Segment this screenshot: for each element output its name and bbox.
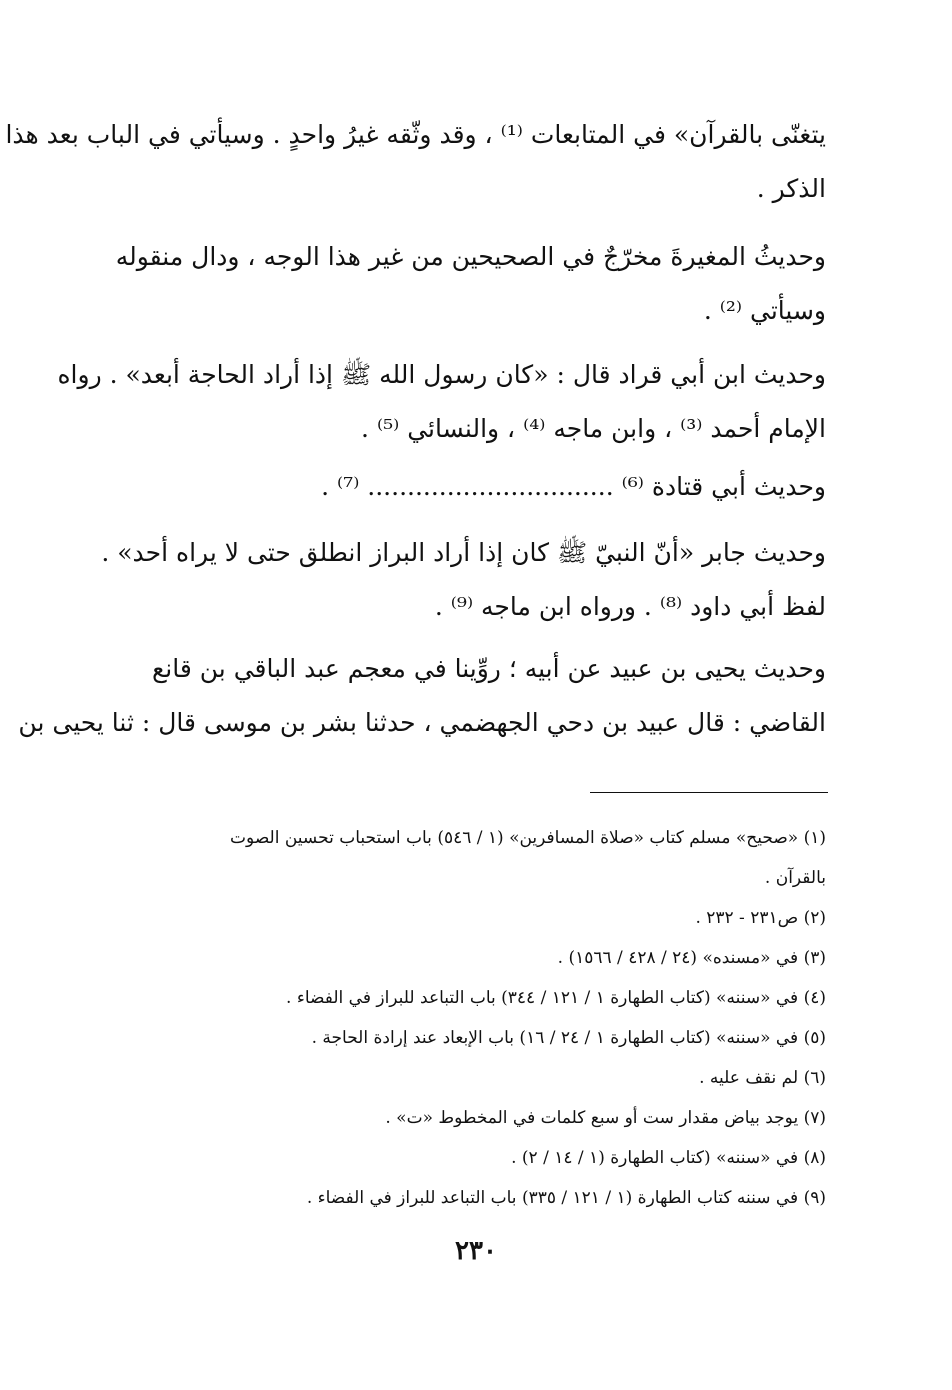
paragraph-1	[5, 108, 826, 216]
text-line: وحديث جابر «أنّ النبيّ ﷺ كان إذا أراد البراز انطلق حتى لا يراه أحد» .	[101, 538, 826, 567]
text-line: القاضي : قال عبيد بن دحي الجهضمي ، حدثنا بشر بن موسى قال : ثنا يحيى بن	[18, 708, 826, 737]
paragraph-4	[108, 460, 826, 514]
footnote-line: (٢) ص٢٣١ - ٢٣٢ .	[695, 908, 826, 928]
footnote-line: (٦) لم نقف عليه .	[699, 1068, 826, 1088]
text-line: وحديث أبي قتادة ⁽⁶⁾ ............................... ⁽⁷⁾ .	[321, 472, 826, 501]
text-line: لفظ أبي داود ⁽⁸⁾ . ورواه ابن ماجه ⁽⁹⁾ .	[434, 592, 826, 621]
text-line: الإمام أحمد ⁽³⁾ ، وابن ماجه ⁽⁴⁾ ، والنسائي ⁽⁵⁾ .	[361, 414, 826, 443]
paragraph-5	[101, 526, 826, 634]
text-line: يتغنّى بالقرآن» في المتابعات ⁽¹⁾ ، وقد وثّقه غيرُ واحدٍ . وسيأتي في الباب بعد هذا	[5, 120, 826, 149]
text-line: وحديث يحيى بن عبيد عن أبيه ؛ روِّينا في معجم عبد الباقي بن قانع	[152, 654, 826, 683]
paragraph-2	[108, 230, 826, 338]
paragraph-3	[57, 348, 826, 456]
footnote-divider	[590, 792, 828, 793]
footnote-line: (١) «صحيح» مسلم كتاب «صلاة المسافرين» (١ / ٥٤٦) باب استحباب تحسين الصوت	[230, 828, 826, 848]
footnotes	[108, 818, 826, 1218]
footnote-line: (٧) يوجد بياض مقدار ست أو سبع كلمات في المخطوط «ت» .	[385, 1108, 826, 1128]
page-number: ٢٣٠	[455, 1236, 497, 1266]
footnote-line: (٥) في «سننه» (كتاب الطهارة ١ / ٢٤ / ١٦) باب الإبعاد عند إرادة الحاجة .	[311, 1028, 826, 1048]
footnote-line: (٣) في «مسنده» (٢٤ / ٤٢٨ / ١٥٦٦) .	[557, 948, 826, 968]
text-line: وحديث ابن أبي قراد قال : «كان رسول الله ﷺ إذا أراد الحاجة أبعد» . رواه	[57, 360, 826, 389]
paragraph-6	[18, 642, 826, 750]
text-line: وسيأتي ⁽²⁾ .	[703, 296, 826, 325]
text-line: وحديثُ المغيرةَ مخرّجٌ في الصحيحين من غير هذا الوجه ، ودال منقوله	[115, 242, 826, 271]
footnote-line: (٨) في «سننه» (كتاب الطهارة (١ / ١٤ / ٢) .	[511, 1148, 826, 1168]
footnote-line: بالقرآن .	[764, 868, 826, 888]
text-line: الذكر .	[756, 174, 826, 203]
footnote-line: (٩) في سننه كتاب الطهارة (١ / ١٢١ / ٣٣٥) باب التباعد للبراز في الفضاء .	[306, 1188, 826, 1208]
footnote-line: (٤) في «سننه» (كتاب الطهارة ١ / ١٢١ / ٣٤٤) باب التباعد للبراز في الفضاء .	[286, 988, 826, 1008]
